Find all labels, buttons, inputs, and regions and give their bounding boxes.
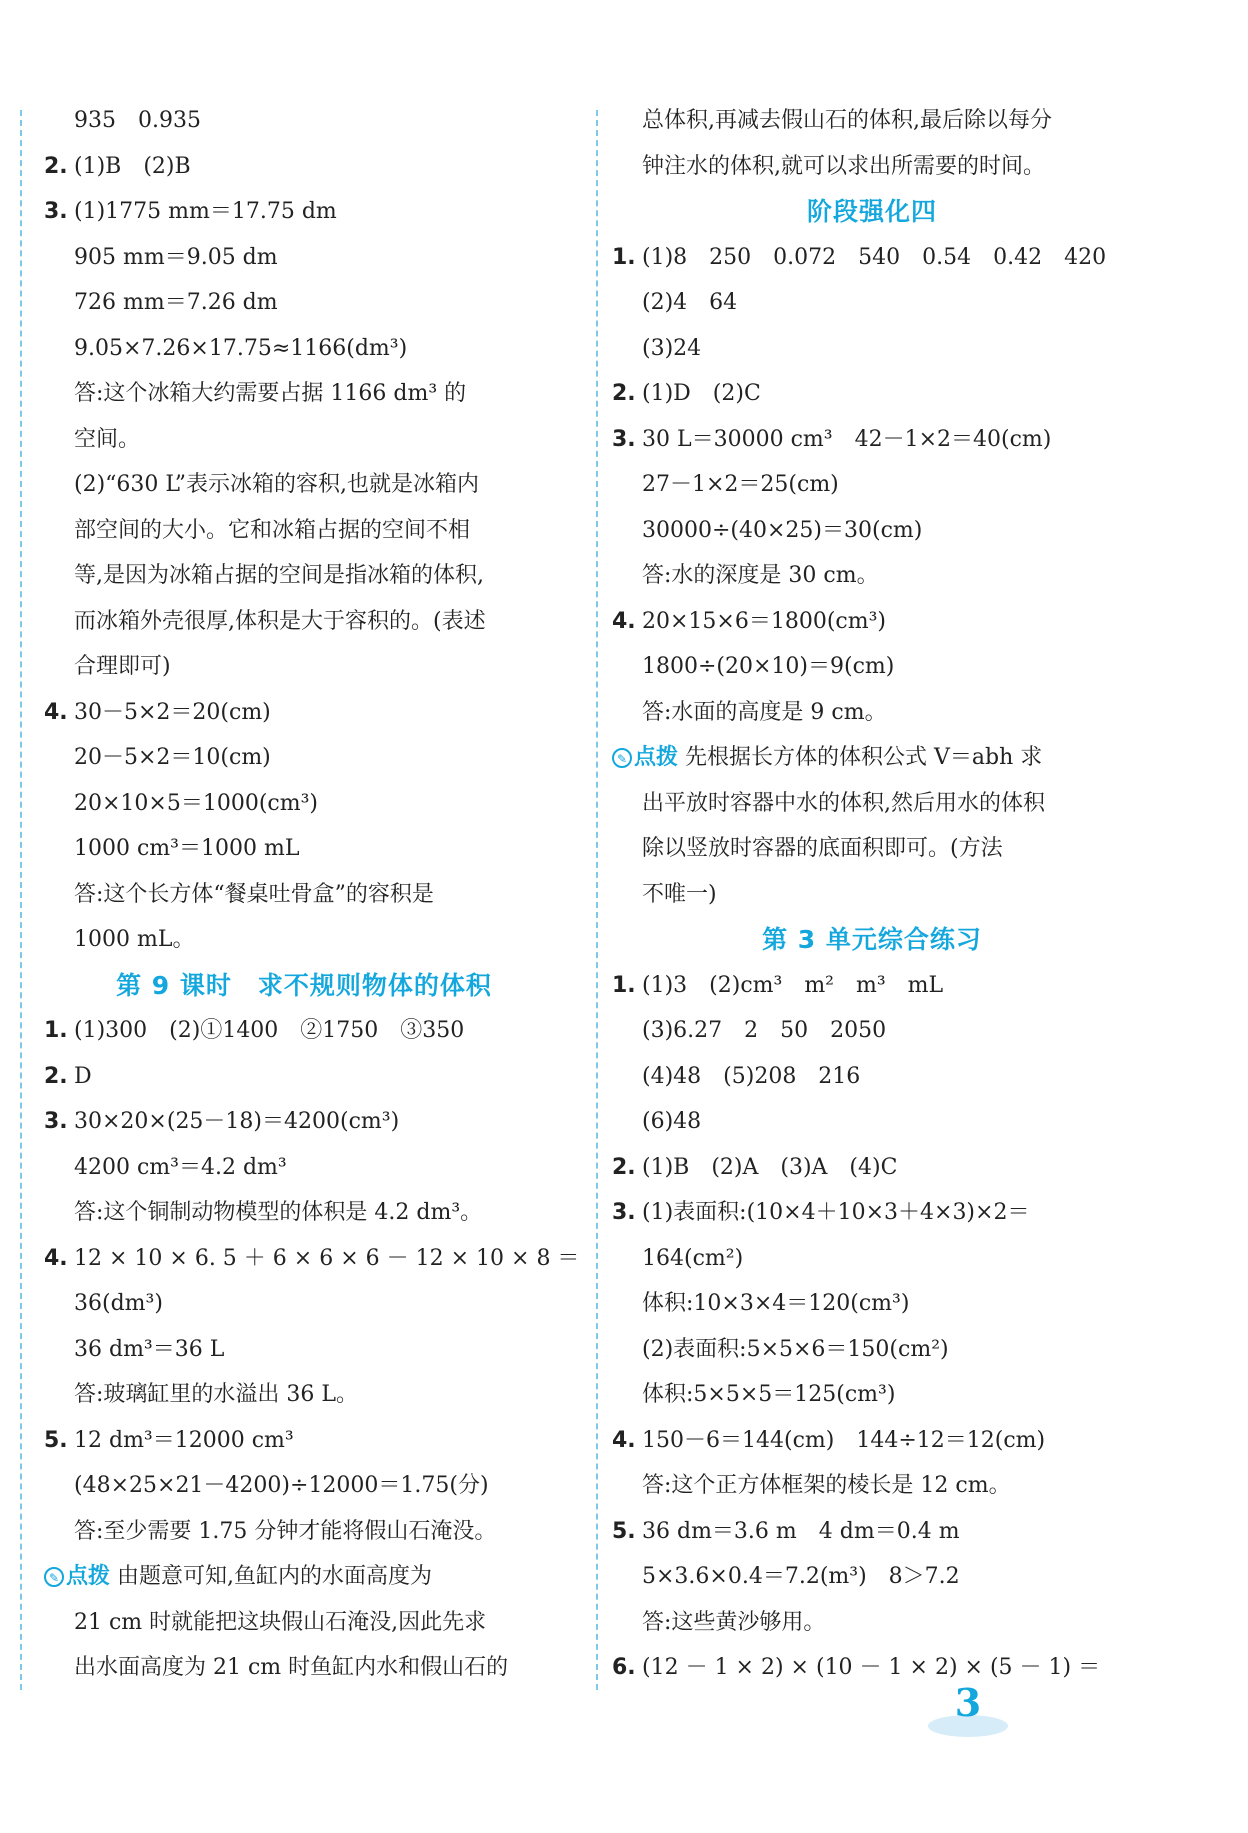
- line-text: 而冰箱外壳很厚,体积是大于容积的。(表述: [74, 608, 486, 634]
- answer-line: [44, 1463, 564, 1509]
- line-text: 答:至少需要 1.75 分钟才能将假山石淹没。: [74, 1518, 497, 1544]
- answer-line: [44, 917, 564, 963]
- answer-line: [612, 644, 1132, 690]
- answer-line: [612, 508, 1132, 554]
- answer-line: [44, 462, 564, 508]
- line-text: 不唯一): [642, 881, 717, 907]
- line-text: 空间。: [74, 426, 141, 452]
- answer-line: [44, 826, 564, 872]
- question-number: 5.: [612, 1518, 636, 1544]
- answer-line: [612, 1463, 1132, 1509]
- answer-line: [44, 417, 564, 463]
- line-text: 20×15×6＝1800(cm³): [642, 608, 887, 634]
- question-number: 2.: [612, 381, 636, 406]
- answer-line: [44, 872, 564, 918]
- line-text: 30×20×(25－18)＝4200(cm³): [74, 1109, 400, 1134]
- question-number: 3.: [612, 426, 636, 452]
- question-line: [612, 235, 1132, 281]
- answer-line: [44, 1372, 564, 1418]
- line-text: 先根据长方体的体积公式 V＝abh 求: [678, 745, 1043, 770]
- line-text: 出水面高度为 21 cm 时鱼缸内水和假山石的: [74, 1655, 509, 1680]
- question-line: [612, 1190, 1132, 1236]
- left-margin-divider: [20, 110, 22, 1690]
- answer-line: [612, 1008, 1132, 1054]
- question-number: 1.: [612, 244, 636, 270]
- left-column: [44, 98, 580, 1691]
- question-line: [612, 371, 1132, 417]
- question-number: 3.: [44, 199, 68, 224]
- answer-line: [612, 1327, 1132, 1373]
- question-number: 1.: [612, 972, 636, 998]
- tip-line: [612, 735, 1132, 781]
- answer-line: [44, 1509, 564, 1555]
- answer-line: [612, 1099, 1132, 1145]
- question-number: 3.: [44, 1109, 68, 1134]
- line-text: (1)B (2)B: [74, 153, 191, 179]
- answer-line: [612, 1372, 1132, 1418]
- question-line: [44, 1236, 580, 1282]
- line-text: 30－5×2＝20(cm): [74, 699, 271, 725]
- line-text: 答:这些黄沙够用。: [642, 1609, 826, 1635]
- question-line: [612, 417, 1132, 463]
- line-text: 905 mm＝9.05 dm: [74, 244, 278, 270]
- answer-line: [44, 1190, 564, 1236]
- line-text: 钟注水的体积,就可以求出所需要的时间。: [642, 153, 1045, 179]
- line-text: 1000 cm³＝1000 mL: [74, 836, 300, 861]
- column-divider: [596, 110, 598, 1690]
- question-line: [612, 1645, 1132, 1691]
- answer-line: [44, 98, 564, 144]
- line-text: (4)48 (5)208 216: [642, 1063, 861, 1089]
- answer-line: [612, 144, 1132, 190]
- question-line: [44, 1054, 564, 1100]
- line-text: 4200 cm³＝4.2 dm³: [74, 1154, 287, 1180]
- question-number: 2.: [44, 153, 68, 179]
- answer-line: [44, 1281, 564, 1327]
- line-text: 1000 mL。: [74, 927, 195, 952]
- answer-line: [612, 781, 1132, 827]
- question-number: 6.: [612, 1655, 636, 1680]
- answer-line: [612, 872, 1132, 918]
- answer-line: [612, 826, 1132, 872]
- answer-line: [44, 644, 564, 690]
- answer-line: [612, 462, 1132, 508]
- question-line: [612, 1145, 1132, 1191]
- line-text: (3)24: [642, 335, 702, 361]
- line-text: 36 dm＝3.6 m 4 dm＝0.4 m: [642, 1518, 960, 1544]
- question-number: 5.: [44, 1427, 68, 1453]
- line-text: 由题意可知,鱼缸内的水面高度为: [110, 1564, 433, 1589]
- question-line: [44, 1418, 564, 1464]
- tip-pencil-icon: ✎: [612, 748, 632, 768]
- question-line: [44, 690, 564, 736]
- line-text: 出平放时容器中水的体积,然后用水的体积: [642, 790, 1045, 816]
- line-text: (2)“630 L”表示冰箱的容积,也就是冰箱内: [74, 472, 479, 497]
- question-number: 3.: [612, 1200, 636, 1225]
- page-number: 3: [954, 1680, 982, 1725]
- line-text: 体积:10×3×4＝120(cm³): [642, 1291, 910, 1316]
- question-line: [44, 189, 564, 235]
- question-number: 1.: [44, 1018, 68, 1043]
- answer-line: [44, 553, 564, 599]
- answer-line: [612, 553, 1132, 599]
- line-text: 36(dm³): [74, 1291, 163, 1316]
- line-text: (1)D (2)C: [642, 381, 761, 406]
- line-text: (1)1775 mm＝17.75 dm: [74, 199, 337, 224]
- line-text: 21 cm 时就能把这块假山石淹没,因此先求: [74, 1609, 487, 1635]
- answer-line: [612, 1554, 1132, 1600]
- line-text: (2)4 64: [642, 290, 738, 315]
- answer-line: [44, 1145, 564, 1191]
- line-text: (1)3 (2)cm³ m² m³ mL: [642, 972, 944, 998]
- answer-line: [612, 1236, 1132, 1282]
- line-text: (12 － 1 × 2) × (10 － 1 × 2) × (5 － 1) ＝: [642, 1655, 1101, 1680]
- section-heading: 阶段强化四: [806, 197, 937, 226]
- line-text: (48×25×21－4200)÷12000＝1.75(分): [74, 1473, 489, 1498]
- line-text: 总体积,再减去假山石的体积,最后除以每分: [642, 108, 1052, 133]
- line-text: 20－5×2＝10(cm): [74, 745, 271, 770]
- question-number: 4.: [44, 699, 68, 725]
- line-text: (6)48: [642, 1109, 702, 1134]
- line-text: (1)表面积:(10×4＋10×3＋4×3)×2＝: [642, 1200, 1030, 1225]
- line-text: 答:水面的高度是 9 cm。: [642, 699, 887, 725]
- question-number: 4.: [612, 1427, 636, 1453]
- question-line: [612, 1418, 1132, 1464]
- answer-line: [612, 280, 1132, 326]
- line-text: 合理即可): [74, 654, 171, 679]
- line-text: 27－1×2＝25(cm): [642, 472, 839, 497]
- line-text: (1)8 250 0.072 540 0.54 0.42 420: [642, 244, 1107, 270]
- line-text: 36 dm³＝36 L: [74, 1336, 225, 1362]
- line-text: 150－6＝144(cm) 144÷12＝12(cm): [642, 1427, 1046, 1453]
- answer-line: [612, 690, 1132, 736]
- section-heading: 第 9 课时 求不规则物体的体积: [116, 970, 492, 1000]
- line-text: 答:玻璃缸里的水溢出 36 L。: [74, 1382, 359, 1407]
- answer-line: [612, 98, 1132, 144]
- question-number: 4.: [612, 608, 636, 634]
- right-column: [612, 98, 1132, 1691]
- question-line: [612, 1509, 1132, 1555]
- line-text: 164(cm²): [642, 1245, 744, 1271]
- line-text: 答:这个长方体“餐桌吐骨盒”的容积是: [74, 881, 434, 907]
- answer-line: [44, 1600, 564, 1646]
- line-text: 9.05×7.26×17.75≈1166(dm³): [74, 335, 408, 361]
- tip-label: 点拨: [634, 745, 679, 770]
- question-line: [612, 963, 1132, 1009]
- line-text: 30 L＝30000 cm³ 42－1×2＝40(cm): [642, 426, 1052, 452]
- answer-line: [44, 371, 564, 417]
- line-text: D: [74, 1063, 92, 1089]
- line-text: (2)表面积:5×5×6＝150(cm²): [642, 1336, 949, 1362]
- answer-line: [612, 1600, 1132, 1646]
- line-text: 12 dm³＝12000 cm³: [74, 1427, 294, 1453]
- line-text: 部空间的大小。它和冰箱占据的空间不相: [74, 517, 471, 543]
- line-text: (1)300 (2)①1400 ②1750 ③350: [74, 1018, 465, 1043]
- tip-label: 点拨: [66, 1564, 111, 1589]
- answer-line: [612, 1281, 1132, 1327]
- line-text: 等,是因为冰箱占据的空间是指冰箱的体积,: [74, 563, 484, 588]
- question-line: [44, 1008, 564, 1054]
- answer-line: [44, 781, 564, 827]
- answer-line: [44, 235, 564, 281]
- tip-line: [44, 1554, 564, 1600]
- line-text: 5×3.6×0.4＝7.2(m³) 8＞7.2: [642, 1564, 960, 1589]
- line-text: 答:这个冰箱大约需要占据 1166 dm³ 的: [74, 381, 467, 406]
- line-text: 726 mm＝7.26 dm: [74, 290, 278, 315]
- question-number: 4.: [44, 1245, 68, 1271]
- line-text: 20×10×5＝1000(cm³): [74, 790, 319, 816]
- tip-pencil-icon: ✎: [44, 1567, 64, 1587]
- section-heading: 第 3 单元综合练习: [762, 925, 982, 954]
- line-text: 体积:5×5×5＝125(cm³): [642, 1382, 896, 1407]
- question-line: [612, 599, 1132, 645]
- line-text: 30000÷(40×25)＝30(cm): [642, 517, 923, 543]
- answer-line: [612, 1054, 1132, 1100]
- answer-line: [44, 735, 564, 781]
- line-text: (1)B (2)A (3)A (4)C: [642, 1154, 898, 1180]
- question-line: [44, 1099, 564, 1145]
- line-text: 12 × 10 × 6. 5 ＋ 6 × 6 × 6 － 12 × 10 × 8 ＝: [74, 1245, 580, 1271]
- question-number: 2.: [44, 1063, 68, 1089]
- answer-line: [44, 326, 564, 372]
- line-text: (3)6.27 2 50 2050: [642, 1018, 887, 1043]
- question-number: 2.: [612, 1154, 636, 1180]
- line-text: 935 0.935: [74, 108, 201, 133]
- line-text: 除以竖放时容器的底面积即可。(方法: [642, 836, 1003, 861]
- answer-line: [612, 326, 1132, 372]
- line-text: 答:这个铜制动物模型的体积是 4.2 dm³。: [74, 1200, 483, 1225]
- line-text: 答:水的深度是 30 cm。: [642, 563, 879, 588]
- question-line: [44, 144, 564, 190]
- answer-line: [44, 280, 564, 326]
- answer-line: [44, 1327, 564, 1373]
- answer-line: [44, 599, 564, 645]
- line-text: 1800÷(20×10)＝9(cm): [642, 654, 895, 679]
- answer-line: [44, 1645, 564, 1691]
- answer-line: [44, 508, 564, 554]
- line-text: 答:这个正方体框架的棱长是 12 cm。: [642, 1473, 1011, 1498]
